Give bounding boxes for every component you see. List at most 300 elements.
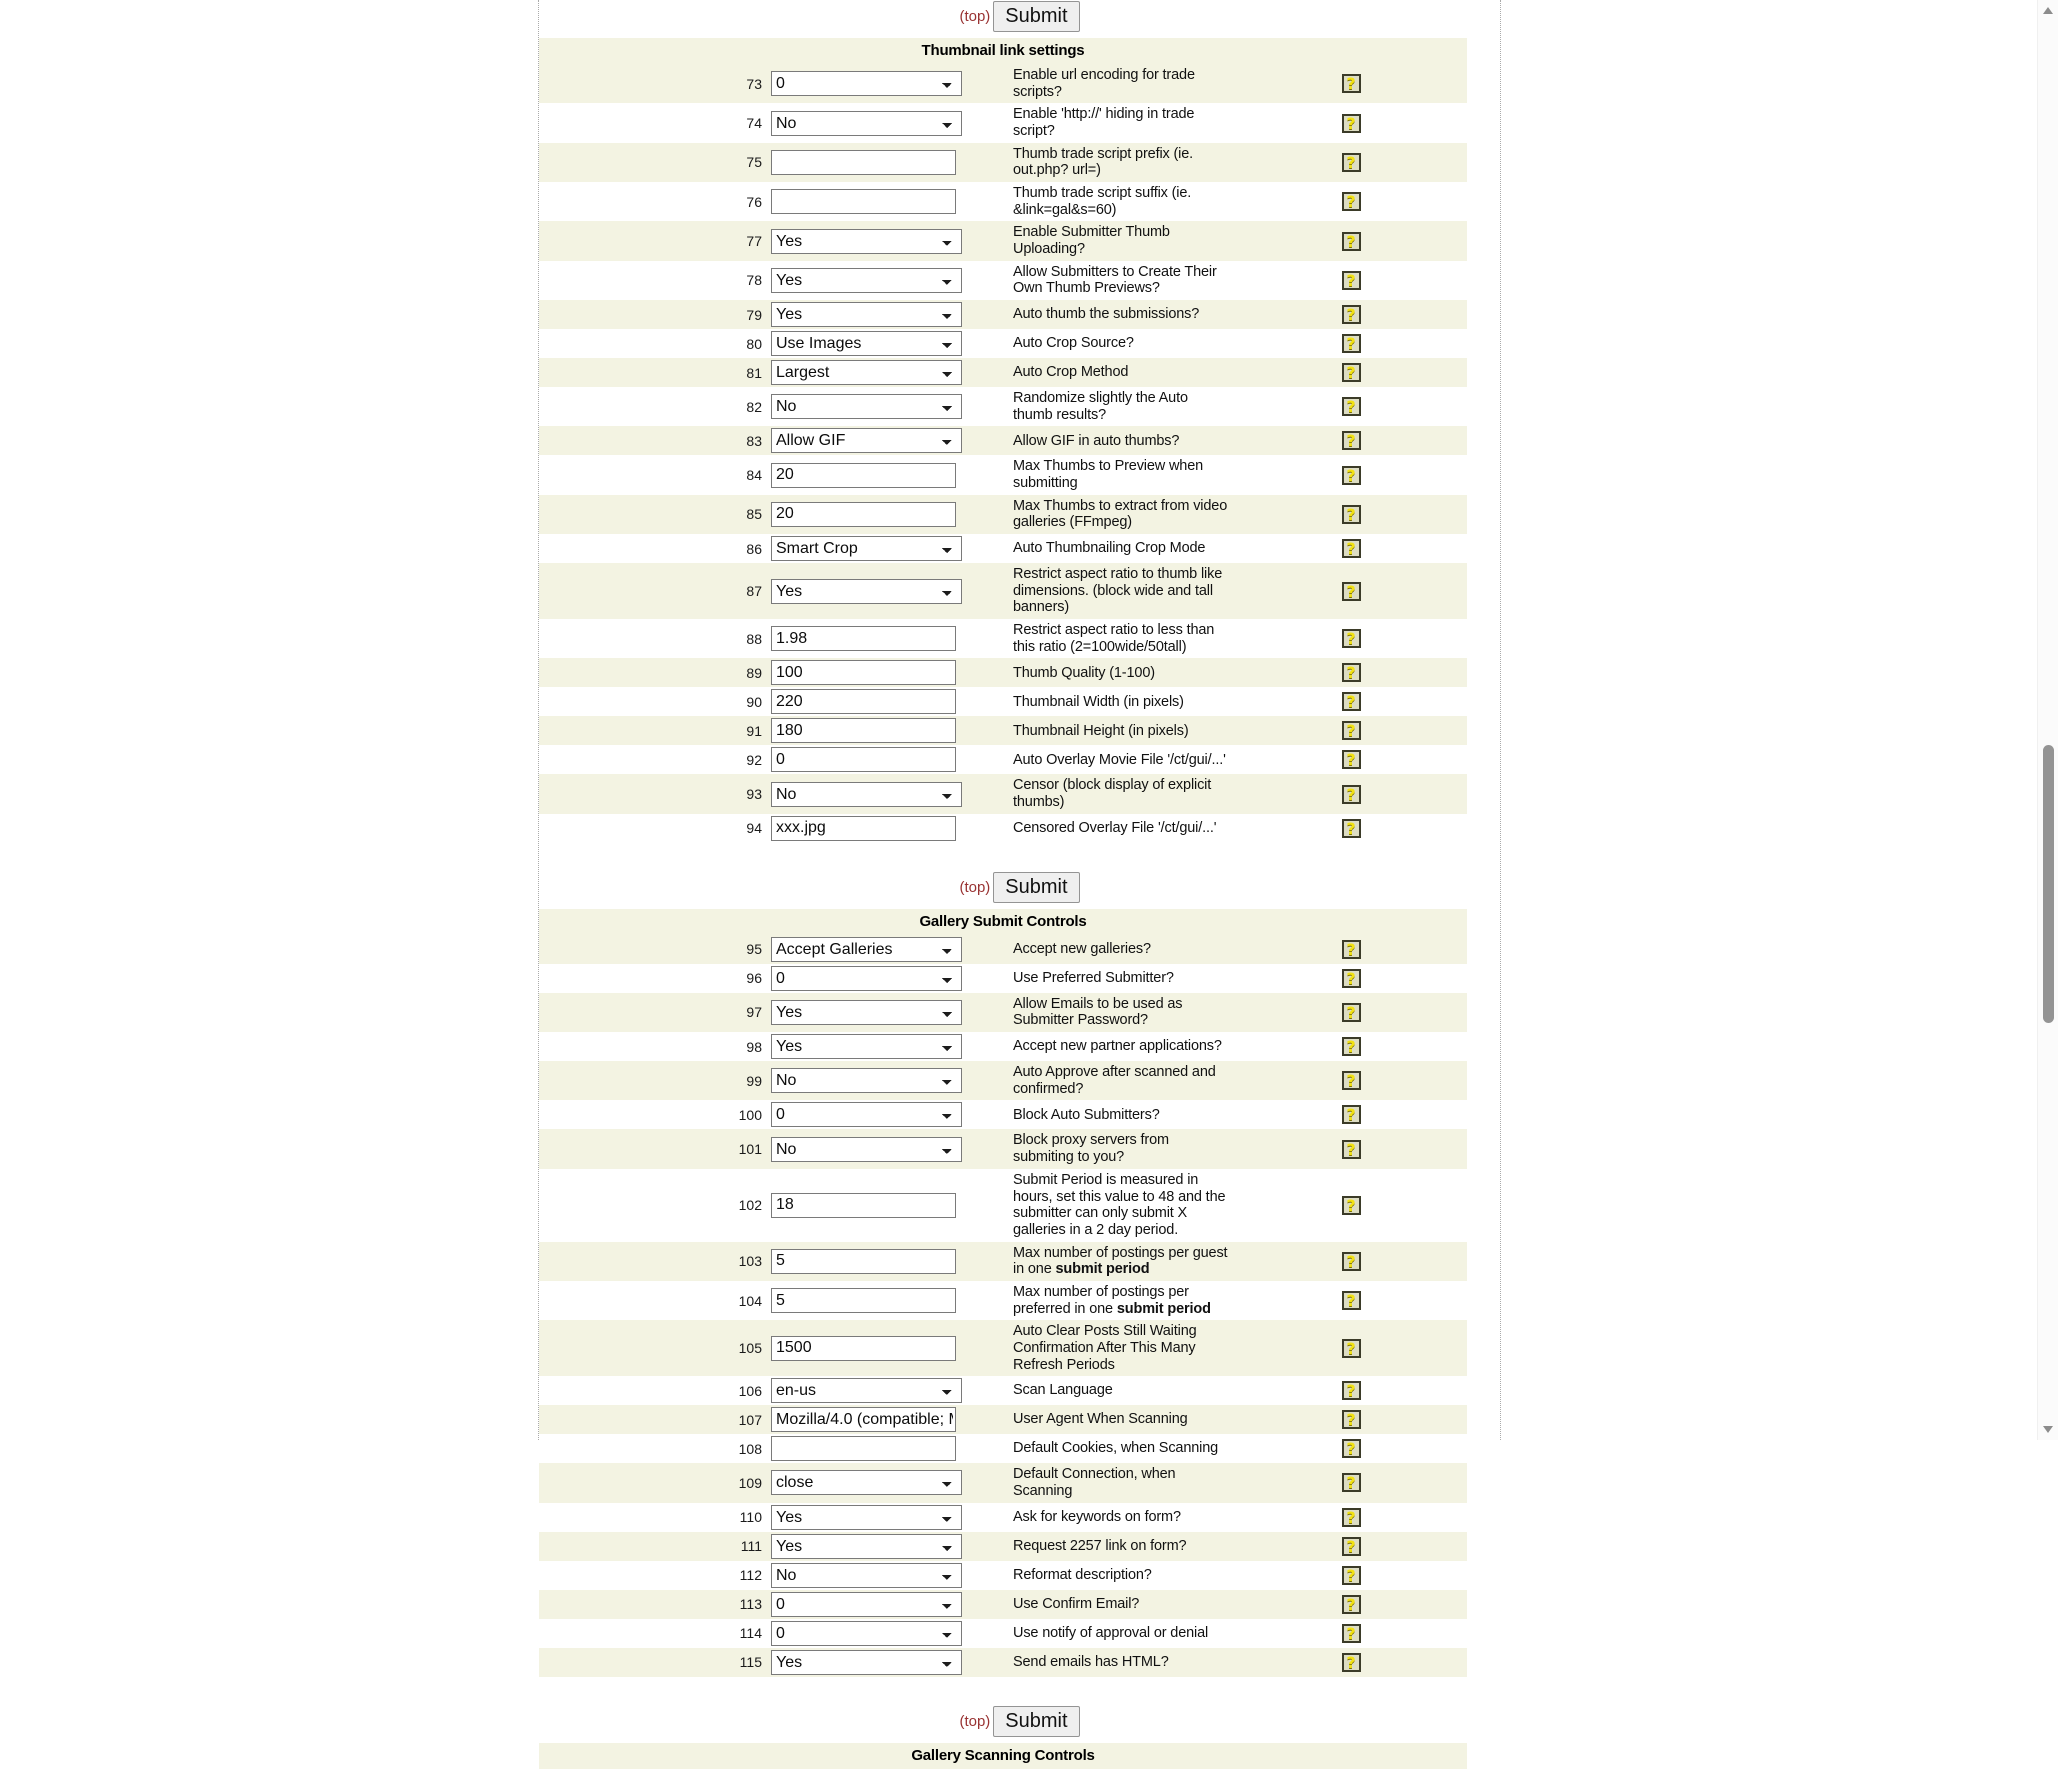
setting-input-91[interactable] [771,718,956,743]
row-label [1003,64,1235,103]
row-label-text: Block Auto Submitters? [1013,1106,1160,1123]
row-field-cell [771,964,1003,993]
question-mark-help-icon[interactable] [1342,363,1361,382]
settings-row [539,261,1467,300]
question-mark-help-icon[interactable] [1342,750,1361,769]
row-label [1003,1169,1235,1242]
question-mark-help-icon[interactable] [1342,1140,1361,1159]
setting-select-110[interactable] [771,1505,962,1530]
row-help-cell [1235,1032,1467,1061]
settings-row [539,495,1467,534]
row-label [1003,455,1235,494]
question-mark-help-icon[interactable] [1342,192,1361,211]
setting-select-115[interactable] [771,1650,962,1675]
setting-input-105[interactable] [771,1336,956,1361]
setting-input-89[interactable] [771,660,956,685]
setting-select-106[interactable] [771,1378,962,1403]
row-help-cell [1235,143,1467,182]
setting-select-87[interactable] [771,579,962,604]
row-field-cell [771,563,1003,619]
row-label-text: Max number of postings per guest in one [1013,1244,1228,1278]
row-number: 92 [746,751,762,768]
row-label-text: Request 2257 link on form? [1013,1537,1187,1554]
row-label [1003,495,1235,534]
setting-select-74[interactable] [771,111,962,136]
row-number: 75 [539,143,771,182]
settings-row [539,426,1467,455]
row-help-cell [1235,1405,1467,1434]
row-label-text: Auto Approve after scanned and confirmed? [1013,1064,1216,1097]
setting-input-76[interactable] [771,189,956,214]
question-mark-help-icon[interactable] [1342,466,1361,485]
question-mark-help-icon[interactable] [1342,819,1361,838]
top-anchor-link[interactable]: (top) [959,1712,991,1730]
setting-select-80[interactable] [771,331,962,356]
row-number: 76 [746,193,762,210]
section-title: Gallery Scanning Controls [539,1743,1467,1769]
setting-select-81[interactable] [771,360,962,385]
question-mark-help-icon[interactable] [1342,1381,1361,1400]
page-right-border [1500,0,1501,1440]
question-mark-help-icon[interactable] [1342,539,1361,558]
row-field-cell [771,1129,1003,1168]
question-mark-help-icon[interactable] [1342,629,1361,648]
row-label-text: Thumbnail Height (in pixels) [1013,722,1189,739]
row-help-cell [1235,221,1467,260]
setting-select-99[interactable] [771,1068,962,1093]
settings-row [539,534,1467,563]
row-number: 104 [738,1292,762,1309]
row-label [1003,1405,1235,1434]
row-label-text: Auto Clear Posts Still Waiting Confirmation After This Many Refresh Periods [1013,1323,1197,1373]
settings-row [539,658,1467,687]
row-number: 110 [739,1509,762,1526]
settings-row [539,182,1467,221]
row-field-cell [771,1463,1003,1502]
question-mark-help-icon[interactable] [1342,305,1361,324]
section-gap [539,843,1500,871]
row-field-cell [771,103,1003,142]
row-label-text: Use Preferred Submitter? [1013,969,1174,986]
row-help-cell [1235,1320,1467,1376]
setting-select-95[interactable] [771,937,962,962]
settings-row [539,745,1467,774]
question-mark-help-icon[interactable] [1342,334,1361,353]
question-mark-help-icon[interactable] [1342,232,1361,251]
question-mark-help-icon[interactable] [1342,721,1361,740]
row-help-cell [1235,1503,1467,1532]
setting-input-94[interactable] [771,816,956,841]
row-number: 88 [746,630,762,647]
row-number: 112 [739,1567,762,1584]
row-number: 82 [746,398,762,415]
row-help-cell [1235,1169,1467,1242]
row-help-cell [1235,1281,1467,1320]
row-help-cell [1235,1648,1467,1677]
settings-row [539,1061,1467,1100]
question-mark-help-icon[interactable] [1342,1566,1361,1585]
row-number: 79 [539,300,771,329]
setting-select-78[interactable] [771,268,962,293]
row-label [1003,1648,1235,1677]
row-label-text: Thumb trade script suffix (ie. &link=gal&s=60) [1013,185,1192,218]
question-mark-help-icon[interactable] [1342,1105,1361,1124]
scrollbar-thumb[interactable] [2043,745,2054,1023]
row-help-cell [1235,619,1467,658]
row-field-cell [771,1376,1003,1405]
settings-row [539,358,1467,387]
row-label-emphasis: submit period [1116,1300,1211,1317]
setting-select-79[interactable] [771,302,962,327]
row-field-cell [771,1532,1003,1561]
top-anchor-link[interactable]: (top) [959,878,991,896]
row-label [1003,1320,1235,1376]
row-field-cell [771,143,1003,182]
row-label-text: Scan Language [1013,1382,1113,1399]
row-help-cell [1235,1061,1467,1100]
row-label-text: Allow GIF in auto thumbs? [1013,432,1180,449]
submit-bar [539,0,1500,38]
row-number: 105 [539,1320,771,1376]
row-field-cell [771,329,1003,358]
settings-row [539,814,1467,843]
setting-input-103[interactable] [771,1249,956,1274]
setting-input-84[interactable] [771,463,956,488]
row-field-cell [771,1619,1003,1648]
row-label-text: Auto Thumbnailing Crop Mode [1013,540,1206,557]
setting-select-73[interactable] [771,71,962,96]
setting-select-113[interactable] [771,1592,962,1617]
vertical-scrollbar[interactable] [2037,0,2058,1440]
row-number: 91 [539,716,771,745]
row-number: 115 [539,1648,771,1677]
setting-select-96[interactable] [771,966,962,991]
settings-row [539,1532,1467,1561]
settings-row [539,1434,1467,1463]
question-mark-help-icon[interactable] [1342,1196,1361,1215]
row-help-cell [1235,261,1467,300]
row-field-cell [771,221,1003,260]
row-label-text: Allow Emails to be used as Submitter Password? [1013,995,1183,1029]
question-mark-help-icon[interactable] [1342,1291,1361,1310]
section-header-row [539,1743,1467,1769]
settings-table [539,1743,1467,1769]
row-label-text: Default Connection, when Scanning [1013,1466,1176,1499]
setting-input-92[interactable] [771,747,956,772]
row-number: 98 [746,1038,762,1055]
row-label-text: Auto thumb the submissions? [1013,306,1200,323]
row-help-cell [1235,534,1467,563]
row-field-cell [771,300,1003,329]
question-mark-help-icon[interactable] [1342,1003,1361,1022]
question-mark-help-icon[interactable] [1342,153,1361,172]
row-help-cell [1235,993,1467,1032]
settings-row [539,300,1467,329]
question-mark-help-icon[interactable] [1342,1037,1361,1056]
row-help-cell [1235,935,1467,964]
question-mark-help-icon[interactable] [1342,114,1361,133]
row-label [1003,1619,1235,1648]
row-label [1003,563,1235,619]
row-label [1003,658,1235,687]
row-label-text: Randomize slightly the Auto thumb results? [1013,390,1188,423]
question-mark-help-icon[interactable] [1342,1473,1361,1492]
settings-row [539,103,1467,142]
row-field-cell [771,1590,1003,1619]
row-field-cell [771,1434,1003,1463]
question-mark-help-icon[interactable] [1342,692,1361,711]
row-help-cell [1235,1590,1467,1619]
settings-content-column [539,0,1500,1764]
row-help-cell [1235,64,1467,103]
question-mark-help-icon[interactable] [1342,397,1361,416]
row-label [1003,935,1235,964]
row-number: 114 [739,1625,762,1642]
row-label-text: Reformat description? [1013,1566,1152,1583]
row-label-text: Max Thumbs to extract from video galleries (FFmpeg) [1013,497,1228,531]
setting-select-86[interactable] [771,536,962,561]
question-mark-help-icon[interactable] [1342,1410,1361,1429]
setting-select-109[interactable] [771,1470,962,1495]
row-help-cell [1235,716,1467,745]
setting-select-100[interactable] [771,1102,962,1127]
row-label-text: Restrict aspect ratio to thumb like dimensions. (block wide and tall banners) [1013,566,1223,616]
section-gap [539,1677,1500,1705]
row-help-cell [1235,387,1467,426]
row-number: 81 [539,358,771,387]
row-number: 73 [539,64,771,103]
row-field-cell [771,745,1003,774]
row-help-cell [1235,1434,1467,1463]
row-number: 85 [539,495,771,534]
settings-row [539,1032,1467,1061]
settings-row [539,619,1467,658]
row-help-cell [1235,1619,1467,1648]
row-label-text: Accept new partner applications? [1013,1038,1222,1055]
row-label-text: Enable 'http://' hiding in trade script? [1013,106,1195,140]
row-number: 97 [539,993,771,1032]
setting-input-107[interactable] [771,1407,956,1432]
row-number: 111 [539,1532,771,1561]
row-number: 103 [539,1242,771,1281]
row-label [1003,1129,1235,1168]
settings-row [539,1100,1467,1129]
setting-select-82[interactable] [771,394,962,419]
row-number: 100 [738,1106,762,1123]
row-field-cell [771,495,1003,534]
row-number: 101 [539,1129,771,1168]
section-header-row [539,909,1467,935]
setting-select-77[interactable] [771,229,962,254]
settings-row [539,563,1467,619]
top-anchor-link[interactable]: (top) [959,8,991,25]
settings-row [539,1129,1467,1168]
row-help-cell [1235,426,1467,455]
row-number: 113 [539,1590,771,1619]
setting-input-104[interactable] [771,1288,956,1313]
question-mark-help-icon[interactable] [1342,1537,1361,1556]
row-label [1003,534,1235,563]
row-field-cell [771,426,1003,455]
question-mark-help-icon[interactable] [1342,74,1361,93]
row-help-cell [1235,182,1467,221]
question-mark-help-icon[interactable] [1342,969,1361,988]
row-field-cell [771,1281,1003,1320]
question-mark-help-icon[interactable] [1342,1508,1361,1527]
setting-select-112[interactable] [771,1563,962,1588]
row-number: 106 [738,1382,762,1399]
row-field-cell [771,1242,1003,1281]
row-help-cell [1235,1463,1467,1502]
row-label [1003,103,1235,142]
row-label [1003,221,1235,260]
settings-row [539,774,1467,813]
settings-row [539,64,1467,103]
settings-row [539,964,1467,993]
settings-table [539,38,1467,843]
settings-row [539,935,1467,964]
row-help-cell [1235,1129,1467,1168]
row-help-cell [1235,1532,1467,1561]
question-mark-help-icon[interactable] [1342,1653,1361,1672]
setting-input-108[interactable] [771,1436,956,1461]
setting-input-90[interactable] [771,689,956,714]
setting-select-111[interactable] [771,1534,962,1559]
question-mark-help-icon[interactable] [1342,431,1361,450]
row-label [1003,1376,1235,1405]
submit-button[interactable]: Submit [993,1706,1079,1737]
row-label-text: Submit Period is measured in hours, set this value to 48 and the submitter can only submit X galleries in a 2 day period. [1013,1171,1226,1238]
row-label-text: Censor (block display of explicit thumbs) [1013,777,1212,811]
row-field-cell [771,1503,1003,1532]
row-number: 77 [539,221,771,260]
question-mark-help-icon[interactable] [1342,1439,1361,1458]
row-help-cell [1235,1242,1467,1281]
question-mark-help-icon[interactable] [1342,1252,1361,1271]
settings-row [539,1503,1467,1532]
row-help-cell [1235,455,1467,494]
row-label [1003,1100,1235,1129]
row-field-cell [771,1100,1003,1129]
row-label [1003,182,1235,221]
question-mark-help-icon[interactable] [1342,1339,1361,1358]
setting-input-88[interactable] [771,626,956,651]
row-label [1003,143,1235,182]
row-label [1003,1561,1235,1590]
section-header-row [539,38,1467,64]
submit-button[interactable]: Submit [993,872,1079,903]
row-help-cell [1235,103,1467,142]
row-label [1003,1503,1235,1532]
row-help-cell [1235,774,1467,813]
row-label-text: Enable url encoding for trade scripts? [1013,67,1195,100]
question-mark-help-icon[interactable] [1342,1624,1361,1643]
question-mark-help-icon[interactable] [1342,582,1361,601]
scroll-up-arrow-icon[interactable] [2038,0,2059,21]
settings-row [539,455,1467,494]
row-field-cell [771,182,1003,221]
row-label [1003,716,1235,745]
row-field-cell [771,1061,1003,1100]
row-field-cell [771,64,1003,103]
setting-select-114[interactable] [771,1621,962,1646]
row-label [1003,426,1235,455]
row-label-text: Thumbnail Width (in pixels) [1013,693,1184,710]
question-mark-help-icon[interactable] [1342,1595,1361,1614]
row-number: 96 [746,970,762,987]
setting-select-97[interactable] [771,1000,962,1025]
setting-select-101[interactable] [771,1137,962,1162]
row-field-cell [771,261,1003,300]
row-number: 94 [746,820,762,837]
row-label [1003,1242,1235,1281]
question-mark-help-icon[interactable] [1342,663,1361,682]
question-mark-help-icon[interactable] [1342,940,1361,959]
row-number: 93 [539,774,771,813]
settings-row [539,143,1467,182]
question-mark-help-icon[interactable] [1342,1071,1361,1090]
row-field-cell [771,387,1003,426]
row-label-text: Ask for keywords on form? [1013,1508,1181,1525]
row-field-cell [771,1169,1003,1242]
row-number: 95 [539,935,771,964]
row-label [1003,619,1235,658]
row-number: 102 [738,1197,762,1214]
row-field-cell [771,687,1003,716]
row-help-cell [1235,1561,1467,1590]
row-label [1003,1532,1235,1561]
row-help-cell [1235,687,1467,716]
row-label [1003,1590,1235,1619]
row-help-cell [1235,814,1467,843]
row-label-text: Use Confirm Email? [1013,1595,1140,1612]
submit-button[interactable]: Submit [993,1,1079,32]
setting-select-83[interactable] [771,428,962,453]
scroll-down-arrow-icon[interactable] [2038,1419,2059,1440]
row-number: 89 [539,658,771,687]
question-mark-help-icon[interactable] [1342,271,1361,290]
row-field-cell [771,1032,1003,1061]
row-help-cell [1235,658,1467,687]
setting-input-75[interactable] [771,150,956,175]
row-label [1003,1434,1235,1463]
row-field-cell [771,993,1003,1032]
settings-row [539,221,1467,260]
setting-input-102[interactable] [771,1193,956,1218]
question-mark-help-icon[interactable] [1342,785,1361,804]
settings-row [539,1281,1467,1320]
row-number: 86 [746,540,762,557]
row-label-text: Auto Overlay Movie File '/ct/gui/...' [1013,751,1226,768]
settings-row [539,1320,1467,1376]
row-help-cell [1235,495,1467,534]
row-help-cell [1235,563,1467,619]
submit-bar [539,871,1500,909]
row-label [1003,1463,1235,1502]
row-number: 74 [746,115,762,132]
row-number: 107 [539,1405,771,1434]
setting-input-85[interactable] [771,502,956,527]
setting-select-93[interactable] [771,782,962,807]
setting-select-98[interactable] [771,1034,962,1059]
row-label-text: Enable Submitter Thumb Uploading? [1013,224,1170,258]
row-field-cell [771,1648,1003,1677]
row-help-cell [1235,964,1467,993]
row-label [1003,1061,1235,1100]
question-mark-help-icon[interactable] [1342,505,1361,524]
row-label-text: Allow Submitters to Create Their Own Thumb Previews? [1013,263,1217,297]
row-label [1003,964,1235,993]
